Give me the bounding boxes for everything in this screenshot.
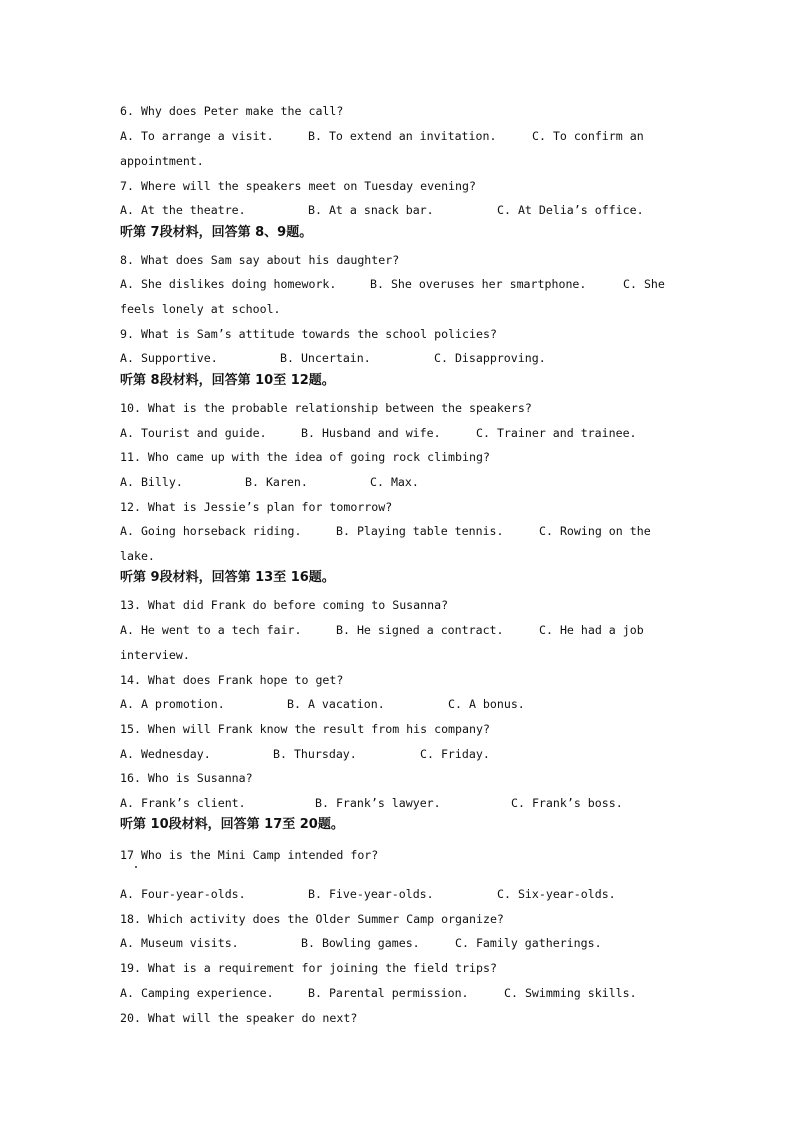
option-16a: A. Frank’s client. <box>120 796 246 810</box>
option-19a: A. Camping experience. <box>120 986 274 1000</box>
option-13c: C. He had a job <box>539 623 644 637</box>
option-19c: C. Swimming skills. <box>504 986 637 1000</box>
option-19b: B. Parental permission. <box>308 986 469 1000</box>
option-17b: B. Five-year-olds. <box>308 887 434 901</box>
option-13c-cont: interview. <box>120 648 190 662</box>
question-16: 16. Who is Susanna? <box>120 771 253 785</box>
option-11b: B. Karen. <box>245 475 308 489</box>
question-10: 10. What is the probable relationship between the speakers? <box>120 401 532 415</box>
question-13: 13. What did Frank do before coming to Susanna? <box>120 598 449 612</box>
question-12: 12. What is Jessie’s plan for tomorrow? <box>120 500 393 514</box>
option-13a: A. He went to a tech fair. <box>120 623 302 637</box>
option-13b: B. He signed a contract. <box>336 623 504 637</box>
question-14: 14. What does Frank hope to get? <box>120 673 344 687</box>
option-7c: C. At Delia’s office. <box>497 203 644 217</box>
option-11a: A. Billy. <box>120 475 183 489</box>
option-10a: A. Tourist and guide. <box>120 426 267 440</box>
option-17a: A. Four-year-olds. <box>120 887 246 901</box>
option-11c: C. Max. <box>370 475 419 489</box>
option-12c: C. Rowing on the <box>539 524 651 538</box>
option-17c: C. Six-year-olds. <box>497 887 616 901</box>
option-12c-cont: lake. <box>120 549 155 563</box>
option-15a: A. Wednesday. <box>120 747 211 761</box>
option-7a: A. At the theatre. <box>120 203 246 217</box>
option-14c: C. A bonus. <box>448 697 525 711</box>
option-8c-cont: feels lonely at school. <box>120 302 281 316</box>
option-8c: C. She <box>623 277 665 291</box>
option-7b: B. At a snack bar. <box>308 203 434 217</box>
option-15c: C. Friday. <box>420 747 490 761</box>
section-heading-7: 听第 7段材料，回答第 8、9题。 <box>120 225 313 240</box>
option-12a: A. Going horseback riding. <box>120 524 302 538</box>
option-14b: B. A vacation. <box>287 697 385 711</box>
option-8a: A. She dislikes doing homework. <box>120 277 337 291</box>
option-6a: A. To arrange a visit. <box>120 129 274 143</box>
option-12b: B. Playing table tennis. <box>336 524 504 538</box>
option-14a: A. A promotion. <box>120 697 225 711</box>
question-19: 19. What is a requirement for joining the field trips? <box>120 961 497 975</box>
option-9b: B. Uncertain. <box>280 351 371 365</box>
question-11: 11. Who came up with the idea of going rock climbing? <box>120 450 490 464</box>
question-7: 7. Where will the speakers meet on Tuesday evening? <box>120 179 476 193</box>
question-6: 6. Why does Peter make the call? <box>120 104 344 118</box>
option-16b: B. Frank’s lawyer. <box>315 796 441 810</box>
option-9c: C. Disapproving. <box>434 351 546 365</box>
option-18b: B. Bowling games. <box>301 936 420 950</box>
section-heading-8: 听第 8段材料，回答第 10至 12题。 <box>120 373 335 388</box>
section-heading-10: 听第 10段材料，回答第 17至 20题。 <box>120 817 344 832</box>
option-18a: A. Museum visits. <box>120 936 239 950</box>
option-9a: A. Supportive. <box>120 351 218 365</box>
option-10b: B. Husband and wife. <box>301 426 441 440</box>
question-9: 9. What is Sam’s attitude towards the school policies? <box>120 327 497 341</box>
option-18c: C. Family gatherings. <box>455 936 602 950</box>
option-6b: B. To extend an invitation. <box>308 129 497 143</box>
question-18: 18. Which activity does the Older Summer Camp organize? <box>120 912 504 926</box>
stray-dot-mark <box>135 866 137 868</box>
question-17: 17 Who is the Mini Camp intended for? <box>120 848 379 862</box>
option-8b: B. She overuses her smartphone. <box>370 277 587 291</box>
option-6c: C. To confirm an <box>532 129 644 143</box>
question-20: 20. What will the speaker do next? <box>120 1011 358 1025</box>
option-15b: B. Thursday. <box>273 747 357 761</box>
question-8: 8. What does Sam say about his daughter? <box>120 253 400 267</box>
section-heading-9: 听第 9段材料，回答第 13至 16题。 <box>120 570 335 585</box>
question-15: 15. When will Frank know the result from his company? <box>120 722 490 736</box>
option-16c: C. Frank’s boss. <box>511 796 623 810</box>
option-6c-cont: appointment. <box>120 154 204 168</box>
option-10c: C. Trainer and trainee. <box>476 426 637 440</box>
